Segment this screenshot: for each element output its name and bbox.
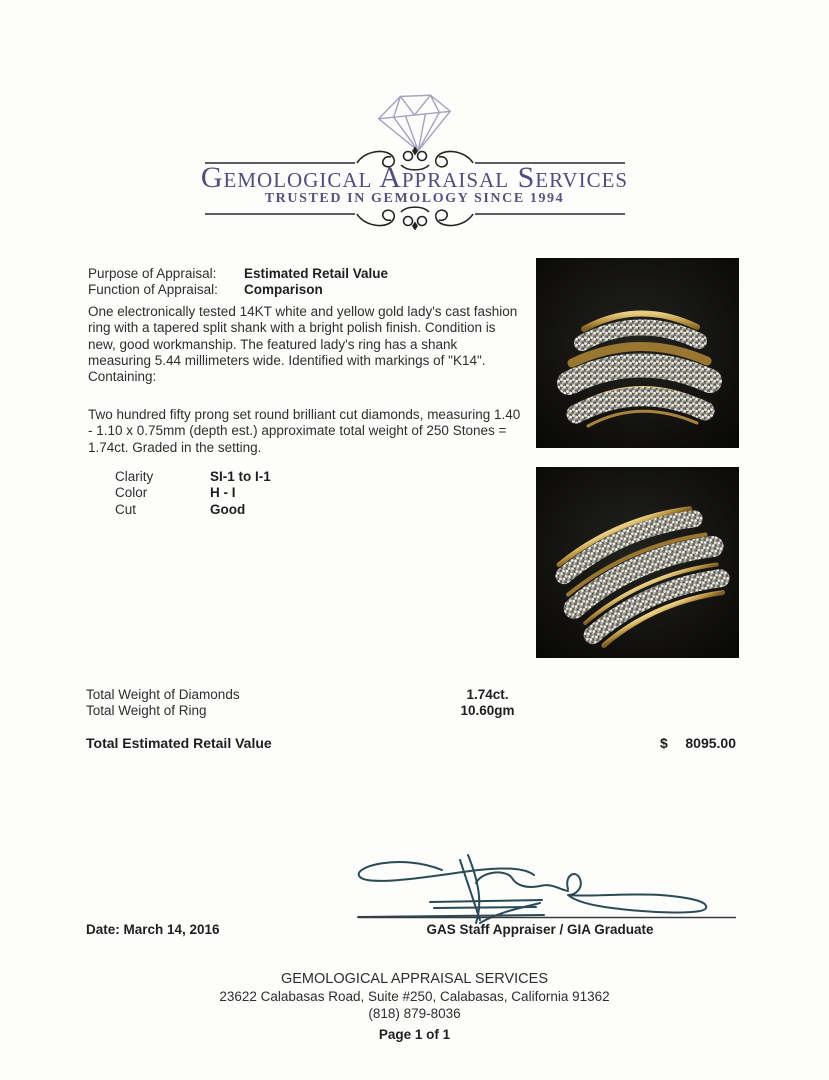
clarity-label: Clarity [115, 469, 154, 484]
footer-address: 23622 Calabasas Road, Suite #250, Calabasas, California 91362 [219, 989, 610, 1004]
clarity-value: SI-1 to I-1 [210, 469, 271, 484]
diamond-details: Two hundred fifty prong set round brilliant cut diamonds, measuring 1.40 - 1.10 x 0.75mm (depth est.) approximate total weight of 250 Stones = 1.74ct. Graded in the setting. [88, 407, 521, 455]
grading-row-cut [88, 502, 522, 518]
appraisal-date: Date: March 14, 2016 [86, 922, 220, 937]
function-value: Comparison [244, 282, 323, 297]
scroll-flourish-icon [205, 204, 625, 238]
total-diamonds-label: Total Weight of Diamonds [86, 687, 240, 702]
ring-photo-side-view [536, 467, 739, 658]
retail-value-label: Total Estimated Retail Value [86, 735, 272, 751]
function-row [88, 282, 522, 298]
footer-phone: (818) 879-8036 [368, 1006, 461, 1021]
color-value: H - I [210, 485, 236, 501]
grading-table [88, 469, 522, 518]
company-logo-title: Gemological Appraisal Services [200, 161, 629, 194]
item-description: One electronically tested 14KT white and yellow gold lady's cast fashion ring with a tapered split shank with a bright polish finish. Condition is new, good workmanship. The featured lady's ring has a shank measuring 5.44 millimeters wide. Identified with markings of "K14". Containing: [88, 304, 518, 385]
total-ring-weight-label: Total Weight of Ring [86, 703, 207, 718]
cut-label: Cut [115, 501, 137, 517]
total-diamonds-value: 1.74ct. [466, 687, 509, 702]
purpose-value: Estimated Retail Value [244, 266, 389, 281]
currency-symbol: $ [660, 735, 668, 751]
function-label: Function of Appraisal: [88, 282, 218, 297]
grading-row-clarity [88, 469, 522, 485]
grading-row-color [88, 485, 522, 501]
purpose-row [88, 266, 522, 282]
ring-photo-top-view [536, 258, 739, 448]
cut-value: Good [210, 501, 246, 517]
purpose-label: Purpose of Appraisal: [88, 266, 217, 281]
appraiser-title: GAS Staff Appraiser / GIA Graduate [426, 922, 654, 937]
company-logo-subtitle: TRUSTED IN GEMOLOGY SINCE 1994 [264, 191, 565, 206]
footer-company-name: GEMOLOGICAL APPRAISAL SERVICES [280, 971, 548, 987]
total-ring-weight-value: 10.60gm [460, 703, 515, 718]
footer-page-number: Page 1 of 1 [378, 1027, 451, 1042]
retail-value-amount: 8095.00 [685, 735, 736, 751]
color-label: Color [115, 485, 148, 501]
